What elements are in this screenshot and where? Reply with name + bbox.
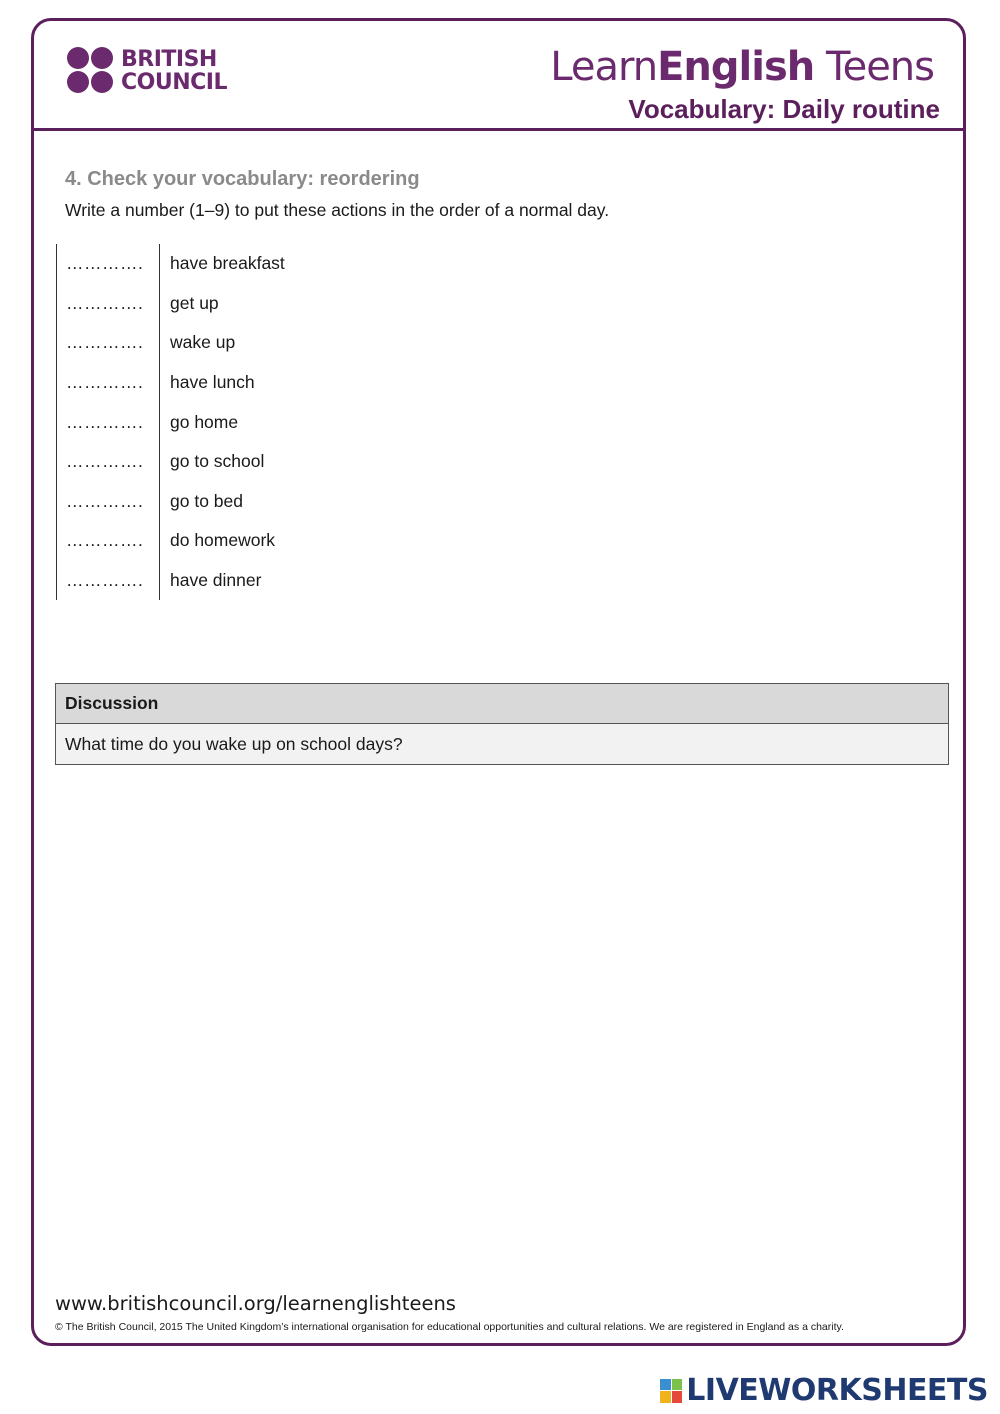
reorder-table — [56, 244, 457, 600]
brand-learn: Learn — [550, 44, 658, 90]
british-council-wordmark — [121, 48, 227, 94]
logo-line-2: COUNCIL — [121, 70, 227, 95]
action-label: have lunch — [170, 372, 255, 393]
action-label: do homework — [170, 530, 276, 551]
footer-copyright: © The British Council, 2015 The United Kingdom’s international organisation for educational opportunities and cultural relations. We are registered in England as a charity. — [55, 1321, 844, 1333]
action-label: get up — [170, 292, 219, 313]
action-label: have breakfast — [170, 253, 285, 274]
discussion-box — [55, 683, 949, 765]
liveworksheets-text: LIVEWORKSHEETS — [686, 1373, 988, 1408]
action-label: have dinner — [170, 570, 262, 591]
reorder-row — [57, 442, 457, 482]
order-number-blank[interactable]: …………. — [66, 292, 144, 313]
brand-english: English — [657, 44, 815, 90]
reorder-row — [57, 244, 457, 284]
order-number-blank[interactable]: …………. — [66, 332, 144, 353]
action-label: wake up — [170, 332, 236, 353]
reorder-row — [57, 323, 457, 363]
worksheet-title: Vocabulary: Daily routine — [628, 94, 940, 124]
british-council-dots-icon — [67, 47, 115, 95]
learnenglish-teens-logo — [550, 44, 934, 90]
reorder-row — [57, 521, 457, 561]
order-number-blank[interactable]: …………. — [66, 372, 144, 393]
brand-teens: Teens — [814, 44, 934, 90]
logo-line-1: BRITISH — [121, 47, 217, 72]
exercise-instructions: Write a number (1–9) to put these actions in the order of a normal day. — [65, 200, 610, 220]
header-divider — [31, 128, 966, 131]
action-label: go to bed — [170, 490, 243, 511]
order-number-blank[interactable]: …………. — [66, 490, 144, 511]
reorder-row — [57, 482, 457, 522]
action-label: go to school — [170, 451, 265, 472]
action-label: go home — [170, 411, 239, 432]
order-number-blank[interactable]: …………. — [66, 530, 144, 551]
reorder-row — [57, 363, 457, 403]
british-council-logo — [67, 47, 227, 95]
order-number-blank[interactable]: …………. — [66, 451, 144, 472]
order-number-blank[interactable]: …………. — [66, 411, 144, 432]
footer-url[interactable]: www.britishcouncil.org/learnenglishteens — [55, 1292, 456, 1315]
reorder-row — [57, 561, 457, 601]
liveworksheets-watermark — [660, 1373, 988, 1408]
reorder-row — [57, 402, 457, 442]
order-number-blank[interactable]: …………. — [66, 253, 144, 274]
order-number-blank[interactable]: …………. — [66, 570, 144, 591]
liveworksheets-icon — [660, 1379, 682, 1403]
discussion-heading: Discussion — [56, 684, 948, 724]
discussion-question: What time do you wake up on school days? — [56, 724, 948, 764]
reorder-row — [57, 284, 457, 324]
exercise-title: 4. Check your vocabulary: reordering — [65, 168, 420, 190]
